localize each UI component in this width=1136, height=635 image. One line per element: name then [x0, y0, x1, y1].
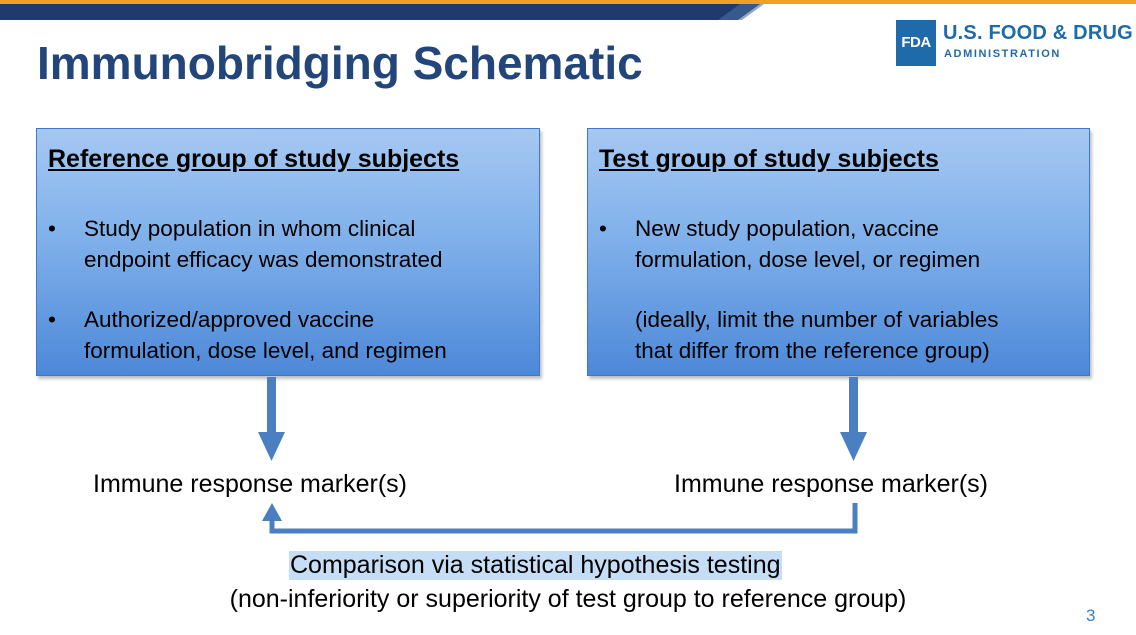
- comparison-heading: Comparison via statistical hypothesis testing: [290, 551, 781, 579]
- comparison-subtext: (non-inferiority or superiority of test group to reference group): [229, 585, 907, 613]
- bullet-line: Authorized/approved vaccine: [84, 307, 375, 332]
- bullet-dot: •: [48, 216, 56, 241]
- comparison-connector-arrow: [262, 503, 855, 531]
- bullet-dot: •: [48, 307, 56, 332]
- note-line: that differ from the reference group): [635, 338, 990, 363]
- test-box-title: Test group of study subjects: [599, 145, 939, 173]
- fda-logo-name: U.S. FOOD & DRUG: [943, 22, 1133, 44]
- page-number: 3: [1086, 606, 1096, 625]
- immune-marker-right: Immune response marker(s): [674, 470, 988, 498]
- reference-box-title: Reference group of study subjects: [48, 145, 460, 173]
- bullet-line: New study population, vaccine: [635, 216, 939, 241]
- bullet-line: formulation, dose level, and regimen: [84, 338, 447, 363]
- down-arrow-left: [258, 377, 285, 461]
- fda-badge: FDA: [896, 20, 936, 66]
- bullet-line: endpoint efficacy was demonstrated: [84, 247, 443, 272]
- immune-marker-left: Immune response marker(s): [93, 470, 407, 498]
- note-line: (ideally, limit the number of variables: [635, 307, 999, 332]
- bullet-line: formulation, dose level, or regimen: [635, 247, 981, 272]
- down-arrow-right: [840, 377, 867, 461]
- fda-logo-subtitle: ADMINISTRATION: [944, 48, 1061, 60]
- slide-title: Immunobridging Schematic: [37, 37, 643, 89]
- bullet-dot: •: [599, 216, 607, 241]
- bullet-line: Study population in whom clinical: [84, 216, 416, 241]
